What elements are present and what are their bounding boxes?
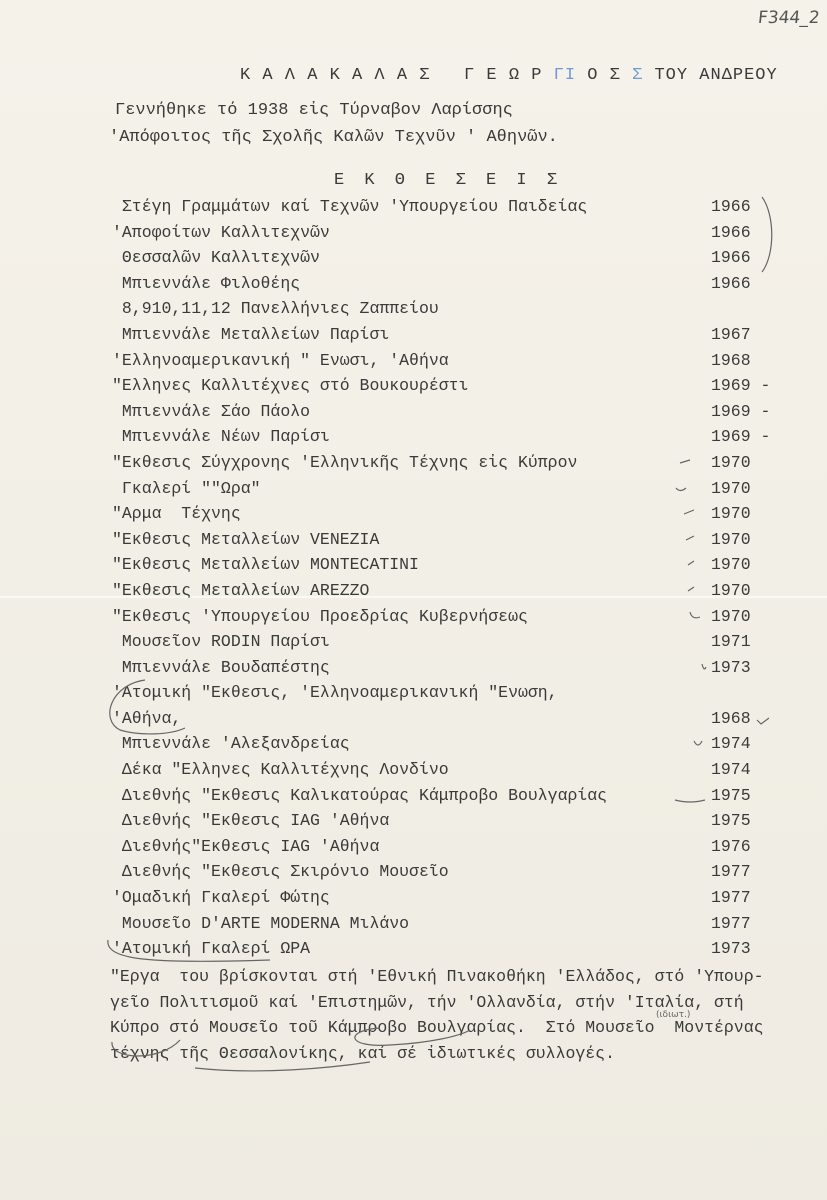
exhibition-title: "Εκθεσις Σύγχρονης 'Ελληνικῆς Τέχνης εἰς Κύπρον [112,452,578,472]
paragraph-line: "Εργα του βρίσκονται στή 'Εθνική Πινακοθήκη 'Ελλάδος, στό 'Υπουρ- [110,967,764,986]
exhibition-title: Διεθνής"Εκθεσις IAG 'Αθήνα [112,836,380,856]
exhibition-title: Δέκα "Ελληνες Καλλιτέχνης Λονδίνο [112,760,449,780]
section-heading: Ε Κ Θ Ε Σ Ε Ι Σ [334,171,563,190]
exhibition-year: 1966 [711,248,751,268]
exhibition-year: 1966 [711,273,751,293]
exhibition-year: 1977 [711,913,751,933]
paragraph-line: Κύπρο στό Μουσεῖο τοῦ Κάμπροβο Βουλγαρίας. Στό Μουσεῖο Μοντέρνας [110,1018,764,1038]
exhibition-row [0,887,827,913]
exhibition-year: 1971 [711,632,751,652]
exhibition-row [0,554,827,580]
exhibition-row [0,247,827,273]
exhibition-year: 1973 [711,939,751,959]
exhibition-row [0,196,827,222]
exhibition-row [0,861,827,887]
exhibition-row [0,298,827,324]
exhibition-title: Διεθνής "Εκθεσις IAG 'Αθήνα [112,811,390,831]
exhibition-title: 'Αθήνα, [112,708,182,728]
exhibition-row [0,503,827,529]
exhibition-row [0,273,827,299]
exhibition-year: 1967 [711,324,751,344]
exhibition-title: Διεθνής "Εκθεσις Σκιρόνιο Μουσεῖο [112,862,449,882]
exhibition-year: 1977 [711,862,751,882]
exhibition-title: Στέγη Γραμμάτων καί Τεχνῶν 'Υπουργείου Παιδείας [112,197,588,216]
exhibition-year: 1975 [711,811,751,831]
exhibition-year: 1966 [711,222,751,242]
exhibition-year: 1976 [711,836,751,856]
exhibition-title: "Αρμα Τέχνης [112,504,241,524]
exhibition-year: 1970 [711,529,751,549]
exhibition-title: Μπιεννάλε Φιλοθέης [112,273,301,293]
exhibition-title: Μπιεννάλε Νέων Παρίσι [112,427,330,447]
exhibition-year: 1975 [711,785,751,805]
exhibition-row [0,426,827,452]
exhibition-year: 1974 [711,734,751,754]
exhibition-title: "Εκθεσις Μεταλλείων MONTECATINI [112,555,419,575]
exhibition-row [0,631,827,657]
exhibition-year: 1973 [711,657,751,677]
exhibition-title: Μπιεννάλε Σάο Πάολο [112,401,311,421]
exhibition-title: Μπιεννάλε 'Αλεξανδρείας [112,734,350,754]
exhibition-row [0,810,827,836]
exhibition-title: "Εκθεσις Μεταλλείων VENEZIA [112,529,380,549]
exhibition-year: 1966 [711,197,751,216]
exhibition-title: Μουσεῖο D'ARTE MODERNA Μιλάνο [112,913,410,933]
exhibition-year: 1970 [711,555,751,575]
exhibition-title: 'Ατομική Γκαλερί ΩΡΑ [112,939,311,959]
exhibition-year: 1970 [711,452,751,472]
exhibition-row [0,733,827,759]
exhibition-row [0,580,827,606]
name-correction: ΓΙ [553,66,577,85]
exhibition-title: "Εκθεσις Μεταλλείων AREZZO [112,580,370,600]
exhibition-title: Μουσεῖον RODIN Παρίσι [112,632,330,652]
exhibition-row [0,401,827,427]
archive-reference: F344_2 [756,8,821,28]
exhibition-year: 1968 [711,708,751,728]
paragraph-line: γεῖο Πολιτισμοῦ καί 'Επιστημῶν, τήν 'Ολλανδία, στήν 'Ιταλία, στή [110,992,744,1012]
exhibition-row [0,375,827,401]
exhibition-row [0,529,827,555]
exhibition-year: 1969 - [711,401,771,421]
exhibition-title: 'Ομαδική Γκαλερί Φώτης [112,888,330,908]
exhibition-row [0,913,827,939]
exhibition-title: "Εκθεσις 'Υπουργείου Προεδρίας Κυβερνήσεως [112,606,528,626]
exhibition-row [0,324,827,350]
exhibition-row [0,759,827,785]
exhibition-title: "Ελληνες Καλλιτέχνες στό Βουκουρέστι [112,376,469,396]
exhibition-title: Μπιεννάλε Βουδαπέστης [112,657,330,677]
name-part: ΤΟΥ ΑΝΔΡΕΟΥ [643,66,778,85]
artist-name-title [240,66,778,85]
exhibition-row [0,938,827,964]
exhibition-title: 'Ελληνοαμερικανική " Ενωσι, 'Αθήνα [112,350,449,370]
exhibition-row [0,682,827,708]
exhibition-title: 'Ατομική "Εκθεσις, 'Ελληνοαμερικανική "Ενωση, [112,683,558,703]
exhibition-row [0,222,827,248]
exhibition-title: Διεθνής "Εκθεσις Καλικατούρας Κάμπροβο Βουλγαρίας [112,785,608,805]
exhibition-row [0,452,827,478]
education-line: 'Απόφοιτος τῆς Σχολῆς Καλῶν Τεχνῦν ' Αθηνῶν. [109,128,558,147]
exhibition-title: Γκαλερί ""Ωρα" [112,478,261,498]
exhibition-title: Θεσσαλῶν Καλλιτεχνῶν [112,248,320,268]
exhibition-row [0,478,827,504]
exhibition-row [0,708,827,734]
exhibition-title: Μπιεννάλε Μεταλλείων Παρίσι [112,324,390,344]
exhibition-year: 1977 [711,888,751,908]
name-correction: Σ [632,66,644,85]
exhibition-year: 1968 [711,350,751,370]
exhibition-list [0,196,827,964]
exhibition-year: 1969 - [711,376,771,396]
birth-line: Γεννήθηκε τό 1938 εἰς Τύρναβον Λαρίσσης [115,101,513,120]
exhibition-year: 1970 [711,580,751,600]
exhibition-year: 1970 [711,478,751,498]
exhibition-year: 1970 [711,606,751,626]
exhibition-row [0,657,827,683]
handwritten-note: (ιδιωτ.) [656,1010,691,1020]
exhibition-row [0,606,827,632]
exhibition-year: 1974 [711,760,751,780]
name-part: Κ Α Λ Α Κ Α Λ Α Σ Γ Ε Ω Ρ [240,66,554,85]
paragraph-line: τέχνης τῆς Θεσσαλονίκης, καί σέ ἰδιωτικές συλλογές. [110,1043,615,1063]
exhibition-title: 'Αποφοίτων Καλλιτεχνῶν [112,222,330,242]
exhibition-row [0,836,827,862]
name-part: Ο Σ [576,66,633,85]
exhibition-row [0,785,827,811]
exhibition-row [0,350,827,376]
exhibition-year: 1969 - [711,427,771,447]
exhibition-title: 8,910,11,12 Πανελλήνιες Ζαππείου [112,299,439,319]
exhibition-year: 1970 [711,504,751,524]
